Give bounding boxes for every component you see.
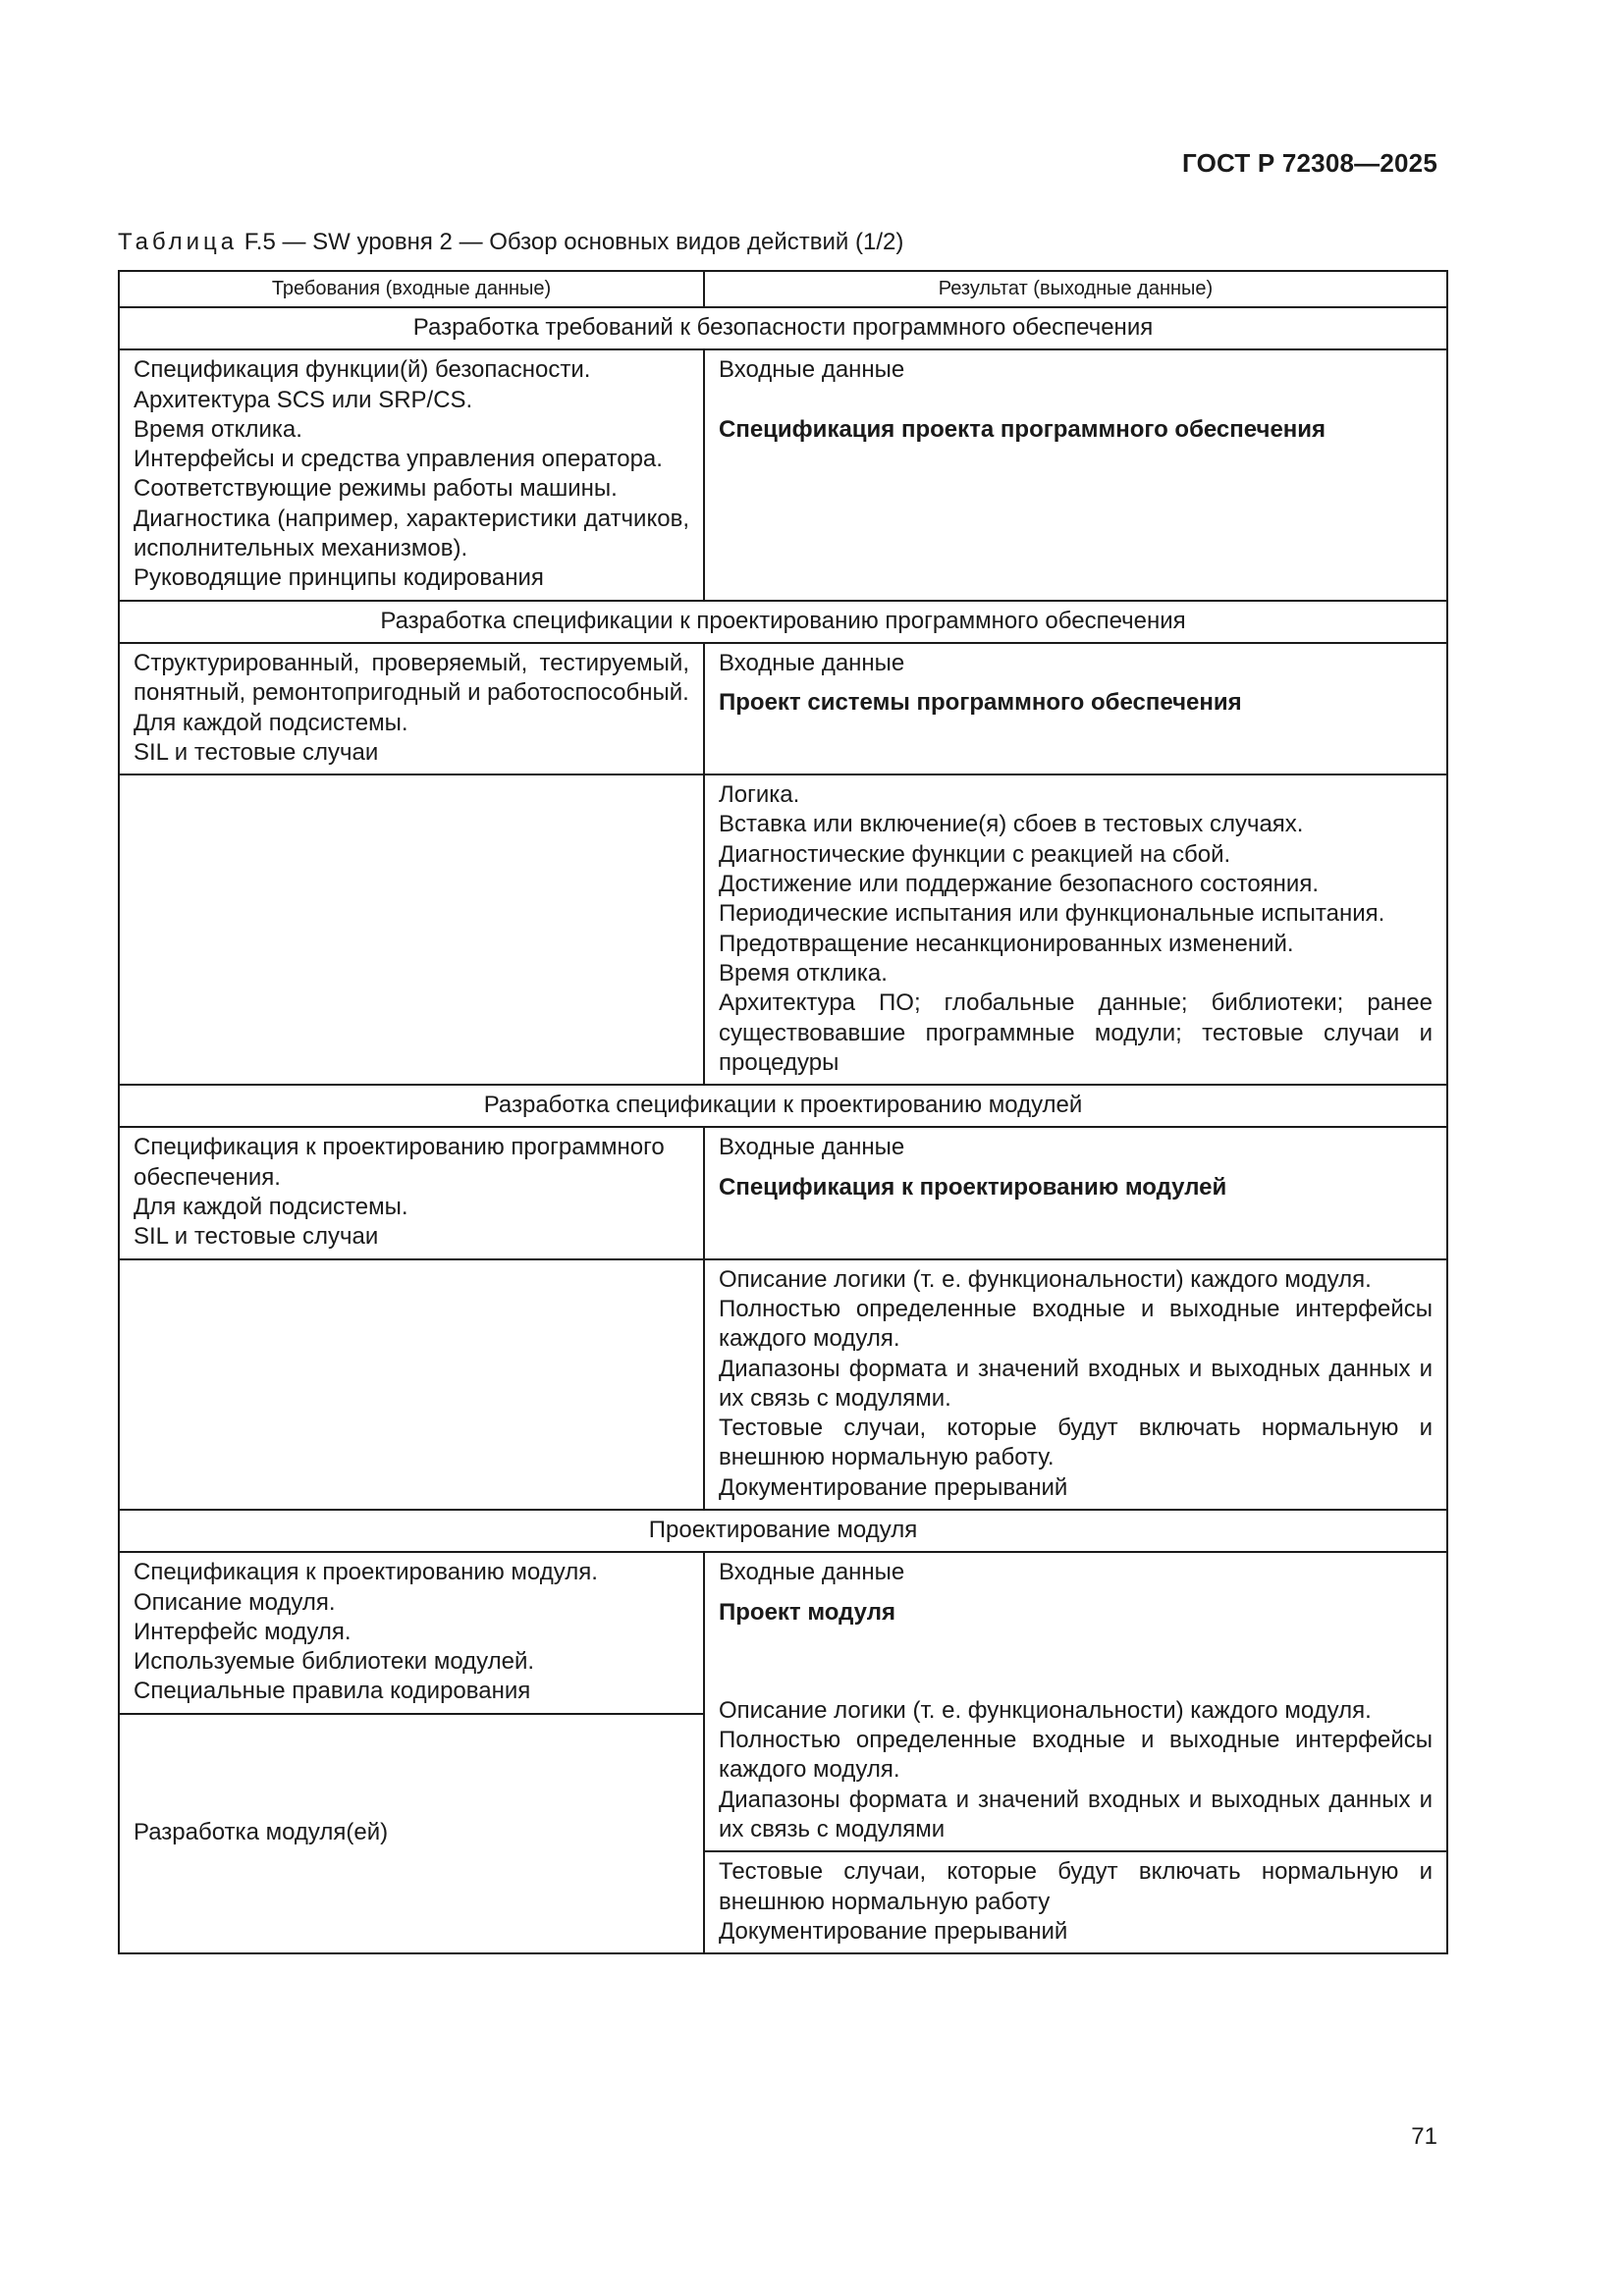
document-code: ГОСТ Р 72308—2025 [1182,148,1437,178]
output-cell [704,1851,1447,1953]
section-title: Разработка спецификации к проектированию программного обеспечения [119,601,1447,643]
table-row [119,774,1447,1085]
section-row [119,601,1447,643]
input-line: Для каждой подсистемы. [134,709,408,736]
input-cell [119,1714,704,1953]
input-cell [119,643,704,774]
output-line: Достижение или поддержание безопасного состояния. [719,871,1320,898]
input-line: Интерфейсы и средства управления оператора. [134,446,663,473]
output-line: Диапазоны формата и значений входных и выходных данных и их связь с модулями [719,1786,1433,1843]
input-line: Интерфейс модуля. [134,1618,352,1645]
output-result: Проект модуля [719,1598,895,1626]
input-line: Специальные правила кодирования [134,1678,531,1705]
output-cell [704,643,1447,774]
caption-text: F.5 — SW уровня 2 — Обзор основных видов действий (1/2) [238,229,904,255]
input-cell [119,1127,704,1258]
input-line: Используемые библиотеки модулей. [134,1648,535,1676]
input-cell-empty [119,774,704,1085]
input-line: SIL и тестовые случаи [134,738,379,766]
input-line: SIL и тестовые случаи [134,1223,379,1251]
input-line: Описание модуля. [134,1588,336,1616]
output-line: Диагностические функции с реакцией на сбой. [719,840,1231,868]
table-row [119,1552,1447,1713]
input-line: Соответствующие режимы работы машины. [134,475,618,503]
section-row [119,307,1447,349]
output-label: Входные данные [719,356,905,384]
output-line: Полностью определенные входные и выходные интерфейсы каждого модуля. [719,1727,1433,1784]
input-cell-empty [119,1259,704,1510]
table-row [119,349,1447,600]
input-cell [119,349,704,600]
output-line: Тестовые случаи, которые будут включать нормальную и внешнюю нормальную работу [719,1858,1433,1915]
output-cell [704,774,1447,1085]
input-line: Спецификация к проектированию модуля. [134,1559,598,1586]
table-row [119,1259,1447,1510]
input-line: Спецификация к проектированию программного обеспечения. [134,1134,665,1191]
section-title: Проектирование модуля [119,1510,1447,1552]
output-result: Спецификация к проектированию модулей [719,1173,1227,1201]
output-cell [704,1127,1447,1258]
output-line: Описание логики (т. е. функциональности) каждого модуля. [719,1265,1372,1293]
output-line: Диапазоны формата и значений входных и выходных данных и их связь с модулями. [719,1355,1433,1412]
section-row [119,1085,1447,1127]
table-caption [118,229,903,256]
output-label: Входные данные [719,1559,905,1586]
output-line: Вставка или включение(я) сбоев в тестовых случаях. [719,811,1304,838]
column-header-inputs: Требования (входные данные) [119,271,704,307]
column-header-outputs: Результат (выходные данные) [704,271,1447,307]
input-line: Диагностика (например, характеристики датчиков, исполнительных механизмов). [134,505,689,562]
output-line: Описание логики (т. е. функциональности) каждого модуля. [719,1696,1372,1724]
output-cell [704,349,1447,600]
input-line: Для каждой подсистемы. [134,1194,408,1221]
output-line: Документирование прерываний [719,1917,1068,1945]
input-line: Структурированный, проверяемый, тестируемый, понятный, ремонтопригодный и работоспособный. [134,649,689,707]
output-line: Тестовые случаи, которые будут включать нормальную и внешнюю нормальную работу. [719,1415,1433,1471]
section-row [119,1510,1447,1552]
input-line: Спецификация функции(й) безопасности. [134,356,591,384]
output-label: Входные данные [719,649,905,676]
output-result: Проект системы программного обеспечения [719,689,1242,717]
output-line: Логика. [719,781,800,809]
activities-table [118,270,1448,1954]
table-row [119,643,1447,774]
section-title: Разработка спецификации к проектированию модулей [119,1085,1447,1127]
output-line: Полностью определенные входные и выходные интерфейсы каждого модуля. [719,1295,1433,1353]
output-result: Спецификация проекта программного обеспечения [719,415,1326,443]
output-line: Предотвращение несанкционированных изменений. [719,930,1294,957]
output-label: Входные данные [719,1134,905,1161]
table-row [119,1127,1447,1258]
input-line: Время отклика. [134,415,302,443]
table-header-row [119,271,1447,307]
output-line: Документирование прерываний [719,1473,1068,1501]
output-line: Архитектура ПО; глобальные данные; библиотеки; ранее существовавшие программные модули; тестовые случаи и процедуры [719,989,1433,1076]
input-line: Архитектура SCS или SRP/CS. [134,386,473,413]
output-line: Периодические испытания или функциональные испытания. [719,900,1385,928]
input-line: Разработка модуля(ей) [134,1819,389,1846]
caption-prefix: Таблица [118,229,239,255]
input-cell [119,1552,704,1713]
output-cell [704,1552,1447,1851]
input-line: Руководящие принципы кодирования [134,564,544,592]
section-title: Разработка требований к безопасности программного обеспечения [119,307,1447,349]
output-line: Время отклика. [719,959,888,987]
output-cell [704,1259,1447,1510]
page-number: 71 [1411,2123,1437,2150]
